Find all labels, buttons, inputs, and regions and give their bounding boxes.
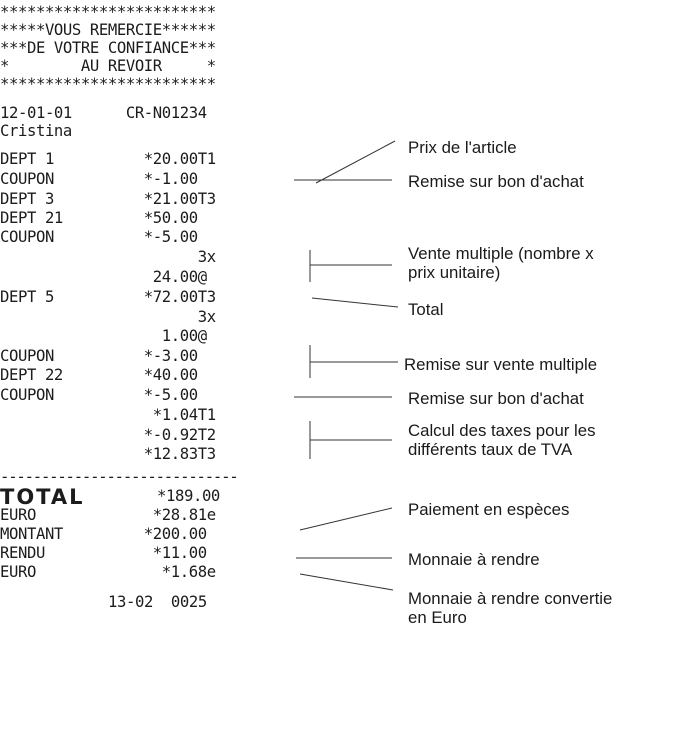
- receipt-item-line: *12.83T3: [0, 445, 216, 463]
- annotation-change-euro: en Euro: [408, 608, 467, 627]
- receipt-item-line: COUPON *-5.00: [0, 228, 198, 246]
- annotation-multiple-sale: Vente multiple (nombre x: [408, 244, 594, 263]
- receipt-header-line: *****VOUS REMERCIE******: [0, 21, 216, 39]
- receipt-divider: -----------------------------: [0, 468, 238, 486]
- receipt-item-line: 1.00@: [0, 327, 207, 345]
- receipt-total-value: *189.00: [157, 487, 220, 505]
- annotation-coupon-discount: Remise sur bon d'achat: [408, 172, 584, 191]
- receipt-item-line: COUPON *-3.00: [0, 347, 198, 365]
- receipt-item-line: *-0.92T2: [0, 426, 216, 444]
- receipt-item-line: DEPT 1 *20.00T1: [0, 150, 216, 168]
- receipt-footer: 13-02 0025: [108, 593, 207, 611]
- receipt-item-line: DEPT 5 *72.00T3: [0, 288, 216, 306]
- annotation-coupon-discount: Remise sur bon d'achat: [408, 389, 584, 408]
- annotation-multiple-sale-discount: Remise sur vente multiple: [404, 355, 598, 374]
- receipt: [0, 0, 320, 729]
- receipt-payment-line: EURO *1.68e: [0, 563, 216, 581]
- receipt-header-line: ************************: [0, 3, 216, 21]
- receipt-total-label: TOTAL: [0, 485, 85, 509]
- receipt-payment-line: EURO *28.81e: [0, 506, 216, 524]
- annotation-total: Total: [408, 300, 444, 319]
- annotation-multiple-sale: prix unitaire): [408, 263, 501, 282]
- annotation-change: Monnaie à rendre: [408, 550, 540, 569]
- annotation-change-euro: Monnaie à rendre convertie: [408, 589, 613, 608]
- receipt-header-line: ***DE VOTRE CONFIANCE***: [0, 39, 216, 57]
- receipt-header-line: ************************: [0, 75, 216, 93]
- receipt-item-line: 3x: [0, 248, 216, 266]
- receipt-item-line: 24.00@: [0, 268, 207, 286]
- receipt-payment-line: MONTANT *200.00: [0, 525, 207, 543]
- receipt-item-line: DEPT 3 *21.00T3: [0, 190, 216, 208]
- receipt-date-line: 12-01-01 CR-N01234: [0, 104, 207, 122]
- receipt-clerk: Cristina: [0, 122, 72, 140]
- receipt-payment-line: RENDU *11.00: [0, 544, 207, 562]
- receipt-item-line: DEPT 21 *50.00: [0, 209, 198, 227]
- receipt-item-line: COUPON *-1.00: [0, 170, 198, 188]
- connector-line: [312, 298, 398, 307]
- annotation-cash-payment: Paiement en espèces: [408, 500, 570, 519]
- receipt-item-line: 3x: [0, 308, 216, 326]
- annotation-tax-calculation: Calcul des taxes pour les: [408, 421, 596, 440]
- connector-line: [316, 141, 395, 183]
- receipt-header-line: * AU REVOIR *: [0, 57, 216, 75]
- receipt-item-line: DEPT 22 *40.00: [0, 366, 198, 384]
- annotation-item-price: Prix de l'article: [408, 138, 517, 157]
- receipt-item-line: *1.04T1: [0, 406, 216, 424]
- annotation-tax-calculation: différents taux de TVA: [408, 440, 573, 459]
- receipt-item-line: COUPON *-5.00: [0, 386, 198, 404]
